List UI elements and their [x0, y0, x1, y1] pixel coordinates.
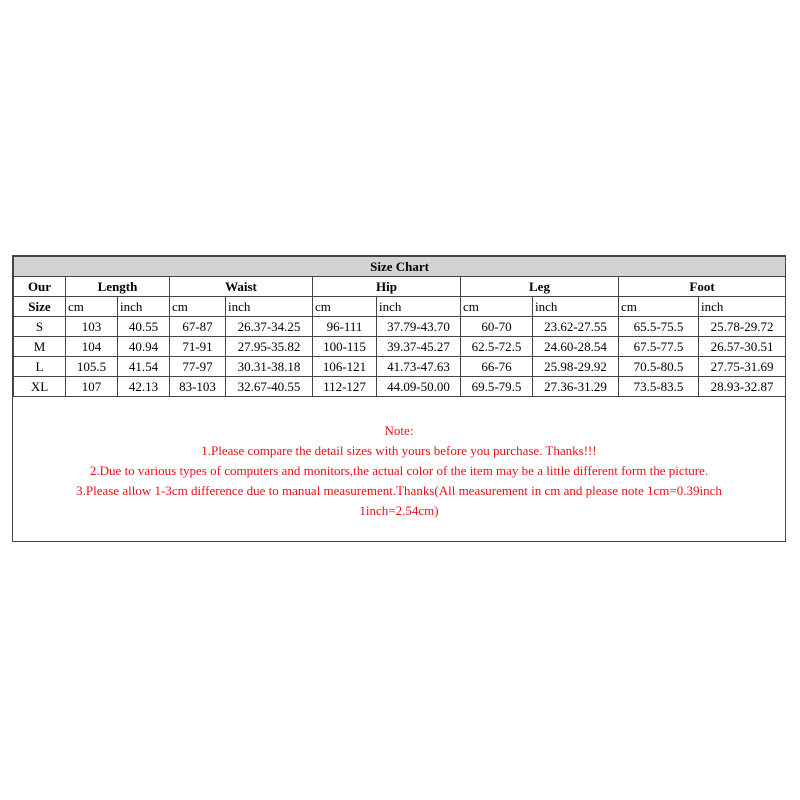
table-cell: 41.73-47.63	[377, 357, 461, 377]
table-cell: 106-121	[313, 357, 377, 377]
table-cell: 23.62-27.55	[533, 317, 619, 337]
table-cell: 96-111	[313, 317, 377, 337]
table-cell: 44.09-50.00	[377, 377, 461, 397]
table-cell: 25.78-29.72	[699, 317, 786, 337]
table-cell: 112-127	[313, 377, 377, 397]
table-cell: 71-91	[170, 337, 226, 357]
table-cell: 83-103	[170, 377, 226, 397]
title-row	[14, 257, 786, 277]
table-cell: 67.5-77.5	[619, 337, 699, 357]
table-row	[14, 317, 786, 337]
unit-cm: cm	[461, 297, 533, 317]
unit-inch: inch	[118, 297, 170, 317]
table-cell: 40.55	[118, 317, 170, 337]
unit-header-row	[14, 297, 786, 317]
header-waist: Waist	[170, 277, 313, 297]
table-cell: 69.5-79.5	[461, 377, 533, 397]
table-cell: 100-115	[313, 337, 377, 357]
table-cell: 66-76	[461, 357, 533, 377]
table-cell: 41.54	[118, 357, 170, 377]
table-cell: 73.5-83.5	[619, 377, 699, 397]
unit-inch: inch	[533, 297, 619, 317]
note-heading: Note:	[384, 423, 414, 438]
table-cell: 103	[66, 317, 118, 337]
table-title: Size Chart	[14, 257, 786, 277]
table-cell: 60-70	[461, 317, 533, 337]
table-cell: 40.94	[118, 337, 170, 357]
table-cell: 65.5-75.5	[619, 317, 699, 337]
table-cell: 77-97	[170, 357, 226, 377]
note-line-2: 2.Due to various types of computers and monitors,the actual color of the item may be a little different form the picture.	[89, 463, 709, 478]
table-cell: 32.67-40.55	[226, 377, 313, 397]
table-cell: 39.37-45.27	[377, 337, 461, 357]
header-leg: Leg	[461, 277, 619, 297]
size-label: L	[14, 357, 66, 377]
table-cell: 37.79-43.70	[377, 317, 461, 337]
table-cell: 62.5-72.5	[461, 337, 533, 357]
table-cell: 70.5-80.5	[619, 357, 699, 377]
note-line-4: 1inch=2.54cm)	[359, 503, 439, 518]
table-cell: 24.60-28.54	[533, 337, 619, 357]
notes-block	[13, 421, 785, 521]
unit-cm: cm	[619, 297, 699, 317]
size-label: XL	[14, 377, 66, 397]
table-cell: 28.93-32.87	[699, 377, 786, 397]
table-cell: 27.36-31.29	[533, 377, 619, 397]
size-label: M	[14, 337, 66, 357]
size-chart-table	[13, 256, 786, 397]
table-row	[14, 377, 786, 397]
unit-cm: cm	[170, 297, 226, 317]
unit-cm: cm	[66, 297, 118, 317]
header-hip: Hip	[313, 277, 461, 297]
note-line-3: 3.Please allow 1-3cm difference due to manual measurement.Thanks(All measurement in cm and please note 1cm=0.39inch	[76, 483, 722, 498]
size-label: S	[14, 317, 66, 337]
header-foot: Foot	[619, 277, 786, 297]
table-cell: 26.57-30.51	[699, 337, 786, 357]
unit-inch: inch	[377, 297, 461, 317]
table-cell: 27.75-31.69	[699, 357, 786, 377]
table-cell: 30.31-38.18	[226, 357, 313, 377]
header-length: Length	[66, 277, 170, 297]
table-row	[14, 337, 786, 357]
header-size: Size	[14, 297, 66, 317]
unit-cm: cm	[313, 297, 377, 317]
header-our: Our	[14, 277, 66, 297]
size-chart-frame	[12, 255, 786, 542]
table-cell: 105.5	[66, 357, 118, 377]
note-line-1: 1.Please compare the detail sizes with yours before you purchase. Thanks!!!	[201, 443, 597, 458]
table-cell: 67-87	[170, 317, 226, 337]
table-cell: 104	[66, 337, 118, 357]
table-cell: 107	[66, 377, 118, 397]
table-row	[14, 357, 786, 377]
table-cell: 27.95-35.82	[226, 337, 313, 357]
table-cell: 25.98-29.92	[533, 357, 619, 377]
table-cell: 26.37-34.25	[226, 317, 313, 337]
group-header-row	[14, 277, 786, 297]
unit-inch: inch	[699, 297, 786, 317]
table-cell: 42.13	[118, 377, 170, 397]
unit-inch: inch	[226, 297, 313, 317]
